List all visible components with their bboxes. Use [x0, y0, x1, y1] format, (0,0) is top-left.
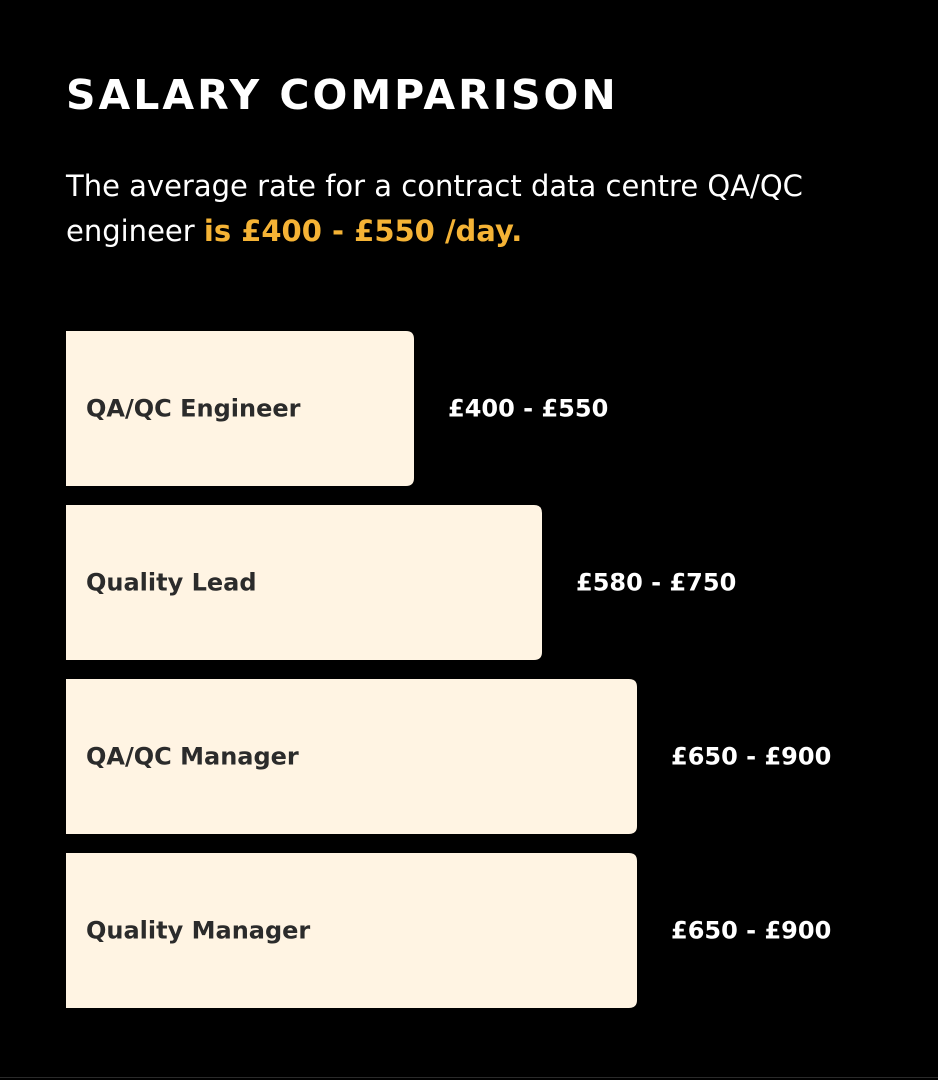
bar-category-label: QA/QC Manager	[86, 742, 299, 771]
bar-category-label: Quality Manager	[86, 916, 311, 945]
bar-category-label: Quality Lead	[86, 568, 257, 597]
bar-category-label: QA/QC Engineer	[86, 394, 301, 423]
bar-value-label: £650 - £900	[671, 916, 832, 945]
subtitle-text: The average rate for a contract data centre QA/QC engineer	[66, 169, 803, 248]
bar-value-label: £400 - £550	[448, 394, 609, 423]
bar-value-label: £580 - £750	[576, 568, 737, 597]
bar-row	[66, 679, 831, 834]
bar-value-label: £650 - £900	[671, 742, 832, 771]
bar-row	[66, 853, 831, 1008]
page-title: SALARY COMPARISON	[66, 71, 619, 119]
bar-row	[66, 505, 736, 660]
bottom-divider	[0, 1077, 938, 1078]
subtitle-highlight: is £400 - £550 /day.	[203, 214, 523, 248]
bar-row	[66, 331, 608, 486]
